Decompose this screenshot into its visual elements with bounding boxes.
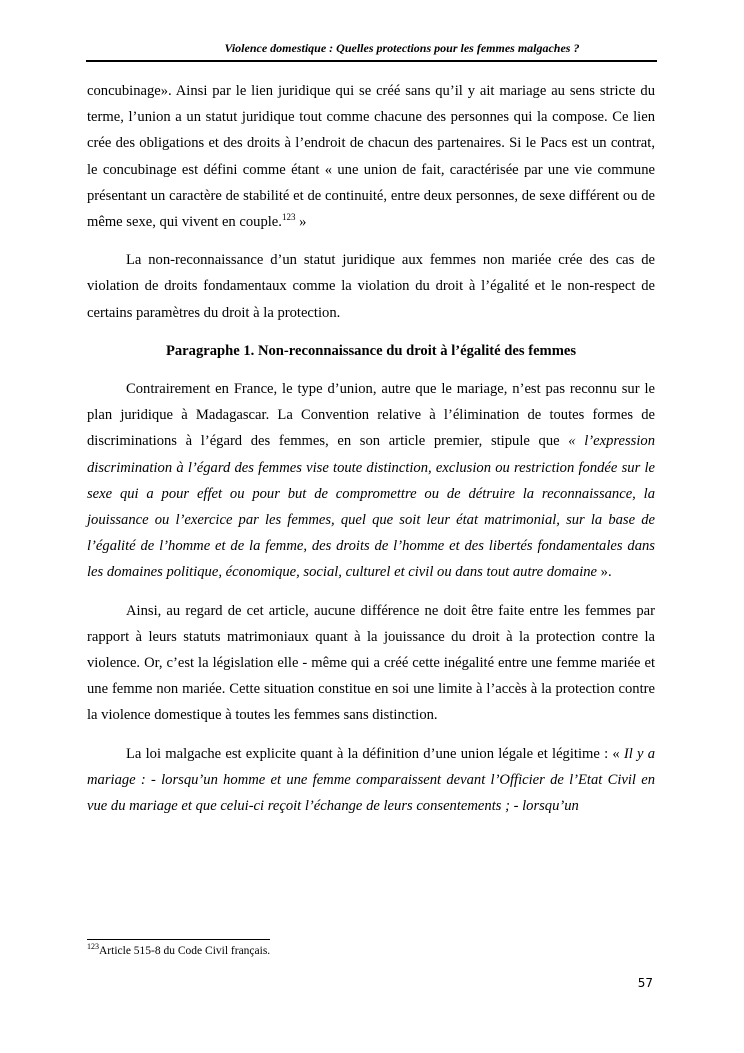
running-header [0,41,744,56]
footnote-ref[interactable]: 123 [281,212,296,223]
paragraph-1: concubinage». Ainsi par le lien juridique qui se créé sans qu’il y ait mariage au sens stricte du terme, l’union a un statut juridique tout comme chacune des personnes qui la compose. Ce lien crée des obligations et des droits à l’endroit de chacun des partenaires. Si le Pacs est un contrat, le concubinage est défini comme étant « une union de fait, caractérisée par une vie commune présentant un caractère de stabilité et de continuité, entre deux personnes, de sexe différent ou de même sexe, qui vivent en couple.$^{123}$ » [87,83,655,231]
page-body [87,78,655,819]
paragraph-4: Ainsi, au regard de cet article, aucune différence ne doit être faite entre les femmes par rapport à leurs statuts matrimoniaux quant à la jouissance du droit à la protection contre la violence. Or, c’est la législation elle - même qui a créé cette inégalité entre une femme mariée et une femme non mariée. Cette situation constitue en soi une limite à l’accès à la protection contre la violence domestique à toutes les femmes sans distinction. [87,602,655,724]
footnote-number: 123 [87,942,99,952]
paragraph-3: Contrairement en France, le type d’union, autre que le mariage, n’est pas reconnu sur le plan juridique à Madagascar. La Convention relative à l’élimination de toutes formes de discriminations à l’égard des femmes, en son article premier, stipule que « l’expression discrimination à l’égard des femmes vise toute distinction, exclusion ou restriction fondée sur le sexe qui a pour effet ou pour but de compromettre ou de détruire la reconnaissance, la jouissance ou l’exercice par les femmes, quel que soit leur état matrimonial, sur la base de l’égalité de l’homme et de la femme, des droits de l’homme et des libertés fondamentales dans les domaines politique, économique, social, culturel et civil ou dans tout autre domaine ». [87,381,655,581]
page-number: 57 [637,976,653,990]
footnote [87,942,271,957]
footnote-text: Article 515-8 du Code Civil français. [99,945,271,957]
law-quote: Il y a mariage : - lorsqu’un homme et une femme comparaissent devant l’Officier de l’Etat Civil en vue du mariage et que celui-ci reçoit l’échange de leurs consentements ; - lorsqu’un [87,745,655,815]
running-header-title: Violence domestique : Quelles protections pour les femmes malgaches ? [224,41,580,55]
paragraph-5: La loi malgache est explicite quant à la définition d’une union légale et légitime : « Il y a mariage : - lorsqu’un homme et une femme comparaissent devant l’Officier de l’Etat Civil en vue du mariage et que celui-ci reçoit l’échange de leurs consentements ; - lorsqu’un [87,745,655,815]
section-heading: Paragraphe 1. Non-reconnaissance du droit à l’égalité des femmes [165,342,577,359]
header-rule [86,60,657,62]
paragraph-2: La non-reconnaissance d’un statut juridique aux femmes non mariée crée des cas de violation de droits fondamentaux comme la violation du droit à l’égalité et le non-respect de certains paramètres du droit à la protection. [87,252,655,321]
convention-quote: « l’expression discrimination à l’égard des femmes vise toute distinction, exclusion ou restriction fondée sur le sexe qui a pour effet ou pour but de compromettre ou de détruire la reconnaissance, la jouissance ou l’exercice par les femmes, quel que soit leur état matrimonial, sur la base de l’égalité de l’homme et de la femme, des droits de l’homme et des libertés fondamentales dans les domaines politique, économique, social, culturel et civil ou dans tout autre domaine [87,433,655,581]
footnote-rule [87,939,270,940]
